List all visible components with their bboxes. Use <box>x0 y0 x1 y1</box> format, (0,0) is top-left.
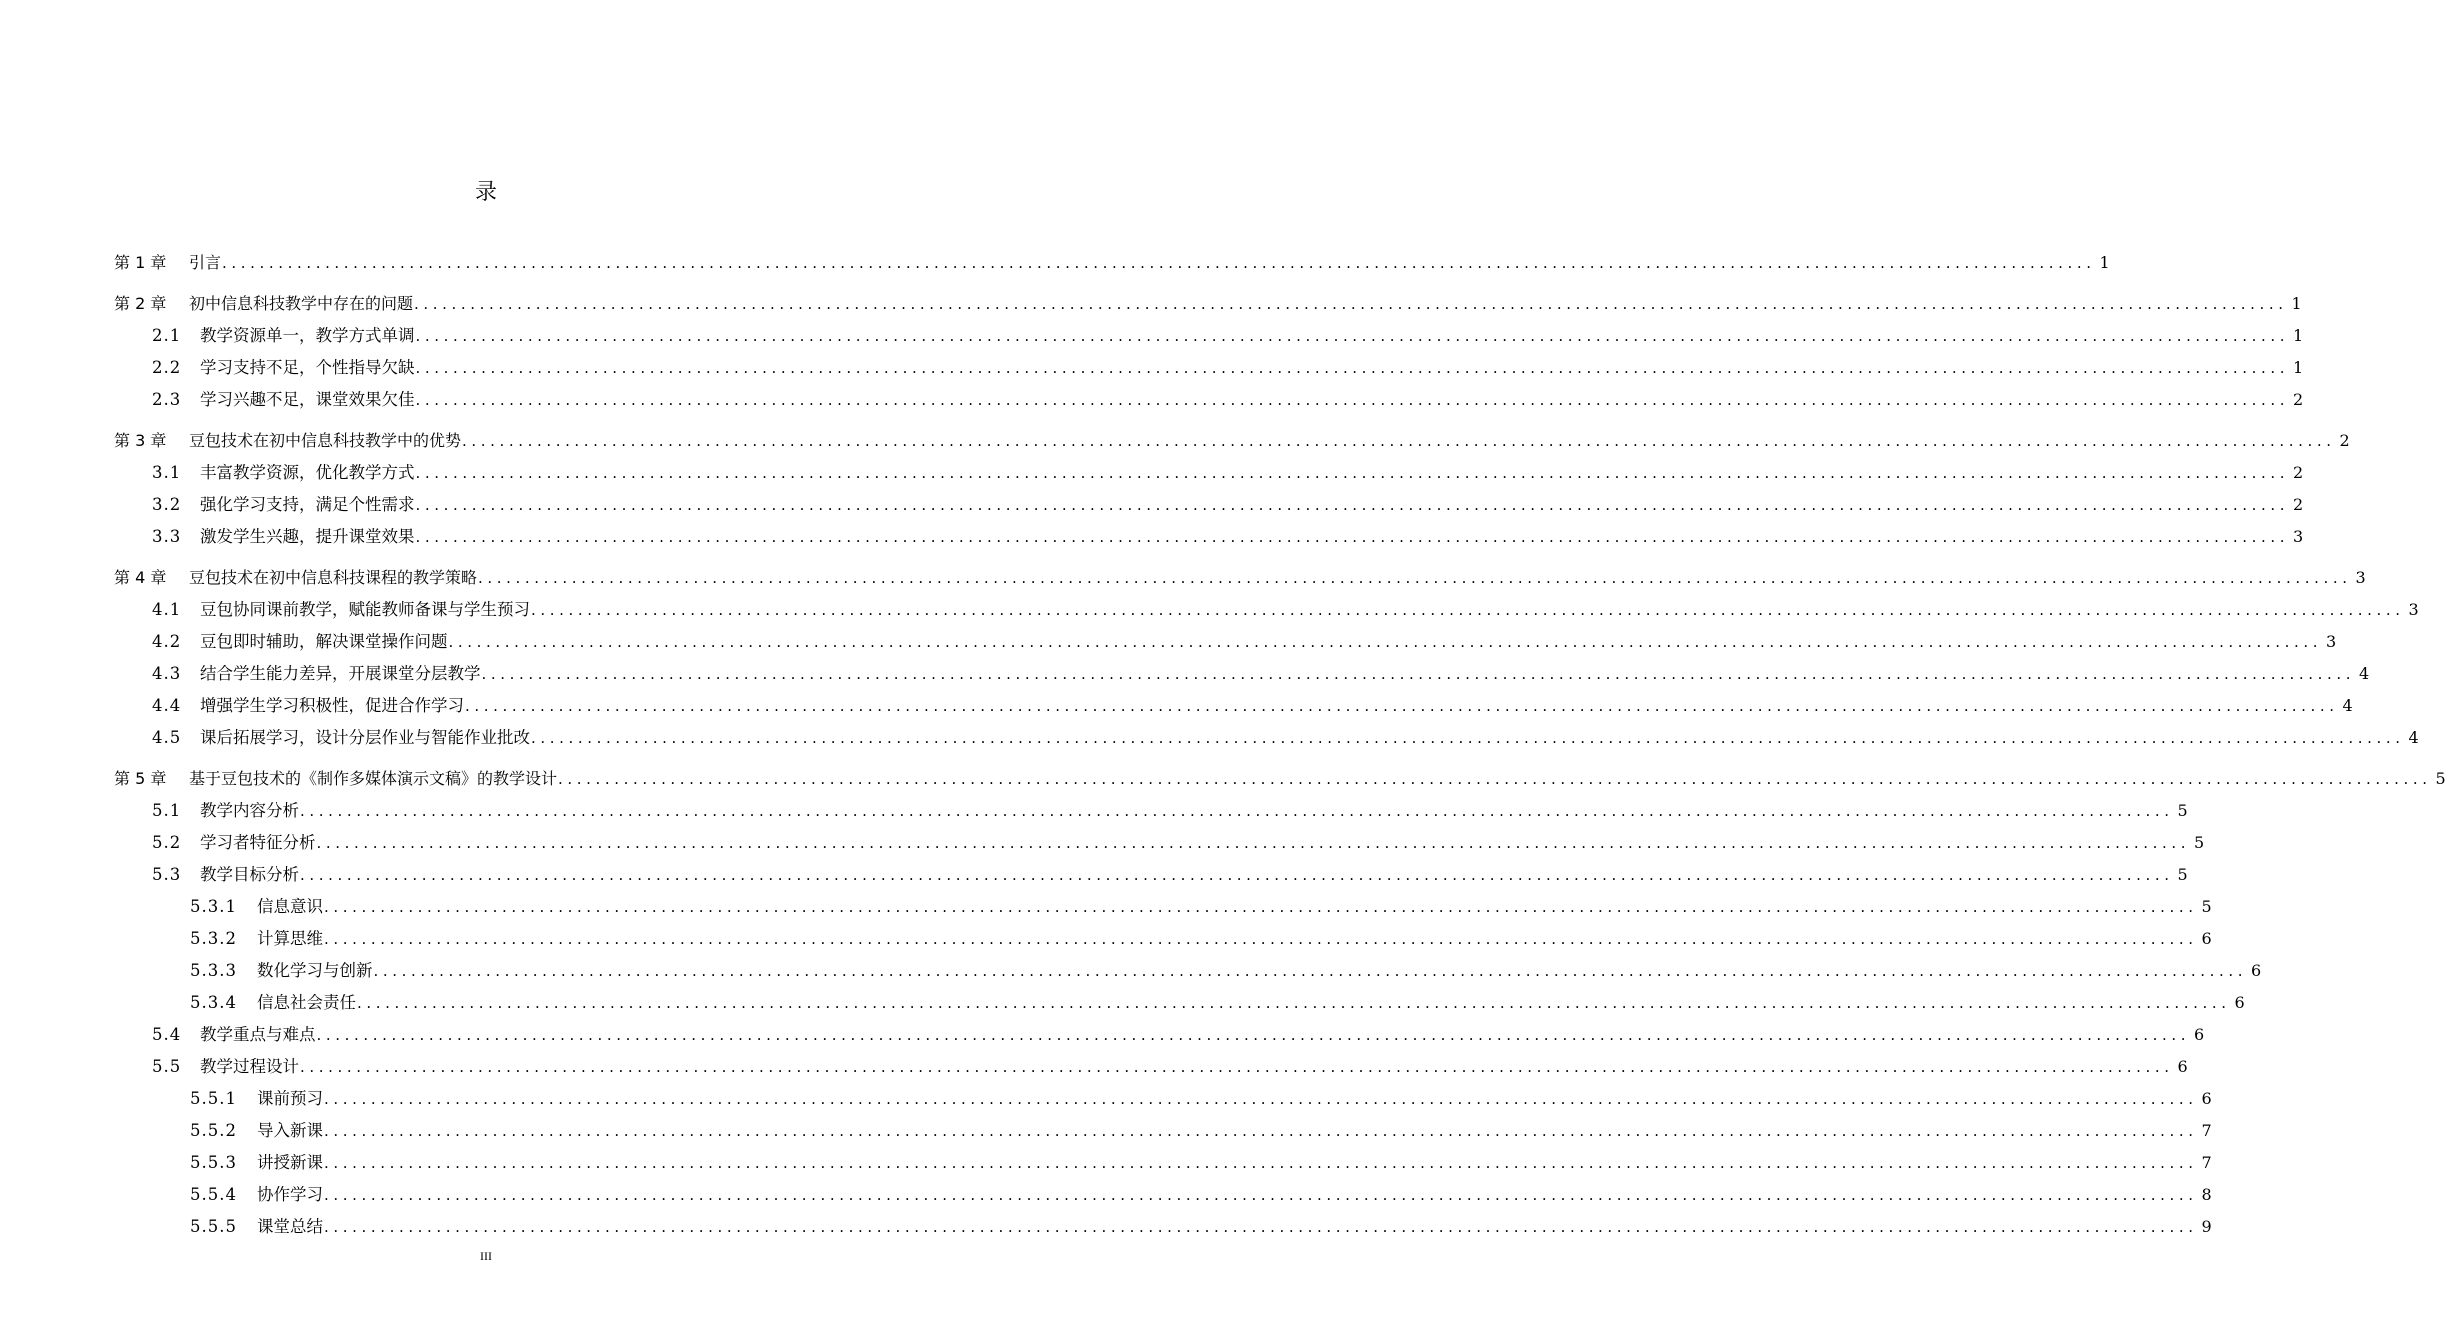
toc-entry-title: 信息意识 <box>257 897 323 916</box>
toc-entry[interactable] <box>0 520 2304 548</box>
toc-entry-page-number: 4 <box>2358 664 2370 683</box>
toc-entry[interactable] <box>0 954 2262 982</box>
toc-entry-page-number: 5 <box>2193 833 2205 852</box>
toc-entry-page-number: 1 <box>2292 358 2304 377</box>
toc-entry-title: 教学资源单一，教学方式单调 <box>200 326 415 345</box>
toc-entry[interactable] <box>0 287 2302 315</box>
toc-entry-page-number: 9 <box>2201 1217 2212 1236</box>
page-number-footer: III <box>480 1249 492 1263</box>
toc-entry-number: 5.3.1 <box>190 897 237 916</box>
toc-entry-title: 教学内容分析 <box>200 801 299 820</box>
toc-entry[interactable] <box>0 456 2304 484</box>
toc-entry[interactable] <box>0 1146 2212 1174</box>
toc-entry[interactable] <box>0 1178 2212 1206</box>
toc-entry-title: 丰富教学资源，优化教学方式 <box>200 463 415 482</box>
toc-entry-number: 2.3 <box>152 390 182 409</box>
toc-entry-number: 2.1 <box>152 326 182 345</box>
toc-entry-title: 课前预习 <box>257 1089 323 1108</box>
toc-dot-leader: ........................................................................................................................................................................................................ <box>415 391 2290 409</box>
toc-entry-number: 5.4 <box>152 1025 182 1044</box>
toc-entry-title: 信息社会责任 <box>257 993 356 1012</box>
toc-dot-leader: ........................................................................................................................................................................................................ <box>324 1090 2198 1108</box>
toc-entry[interactable] <box>0 826 2205 854</box>
toc-entry-page-number: 5 <box>2177 865 2188 884</box>
toc-entry-title: 教学重点与难点 <box>200 1025 316 1044</box>
toc-entry[interactable] <box>0 922 2212 950</box>
toc-entry-title: 豆包即时辅助，解决课堂操作问题 <box>200 632 448 651</box>
toc-entry-title: 导入新课 <box>257 1121 323 1140</box>
toc-dot-leader: ........................................................................................................................................................................................................ <box>324 1186 2198 1204</box>
toc-entry-number: 3.3 <box>152 527 182 546</box>
toc-entry-page-number: 4 <box>2342 696 2353 715</box>
toc-entry[interactable] <box>0 1210 2212 1238</box>
toc-entry-title: 教学过程设计 <box>200 1057 299 1076</box>
toc-entry-number: 5.3.4 <box>190 993 237 1012</box>
toc-entry-page-number: 2 <box>2292 495 2304 514</box>
toc-entry-number: 5.5.3 <box>190 1153 237 1172</box>
toc-entry[interactable] <box>0 625 2337 653</box>
toc-entry-page-number: 6 <box>2201 929 2212 948</box>
toc-entry-page-number: 6 <box>2193 1025 2205 1044</box>
toc-entry-page-number: 1 <box>2292 326 2304 345</box>
toc-entry-title: 豆包技术在初中信息科技课程的教学策略 <box>189 568 478 587</box>
toc-entry[interactable] <box>0 858 2188 886</box>
toc-dot-leader: ........................................................................................................................................................................................................ <box>316 834 2191 852</box>
toc-entry-number: 第 2 章 <box>114 294 167 313</box>
toc-entry-page-number: 3 <box>2408 600 2419 619</box>
toc-entry-title: 教学目标分析 <box>200 865 299 884</box>
toc-entry-page-number: 6 <box>2177 1057 2188 1076</box>
toc-entry-page-number: 8 <box>2201 1185 2212 1204</box>
toc-entry[interactable] <box>0 689 2353 717</box>
toc-entry-page-number: 3 <box>2292 527 2304 546</box>
toc-dot-leader: ........................................................................................................................................................................................................ <box>222 254 2096 272</box>
toc-dot-leader: ........................................................................................................................................................................................................ <box>324 1218 2198 1236</box>
toc-entry-number: 5.5.5 <box>190 1217 237 1236</box>
toc-entry-number: 4.2 <box>152 632 182 651</box>
toc-entry-page-number: 2 <box>2339 431 2350 450</box>
toc-entry-page-number: 2 <box>2292 390 2304 409</box>
page-title: 录 <box>474 180 497 205</box>
toc-entry-number: 2.2 <box>152 358 182 377</box>
toc-dot-leader: ........................................................................................................................................................................................................ <box>357 994 2231 1012</box>
toc-entry-title: 计算思维 <box>257 929 323 948</box>
toc-entry-title: 强化学习支持，满足个性需求 <box>200 495 415 514</box>
toc-entry-page-number: 1 <box>2099 253 2110 272</box>
toc-dot-leader: ........................................................................................................................................................................................................ <box>324 1122 2198 1140</box>
toc-entry[interactable] <box>0 351 2304 379</box>
toc-entry[interactable] <box>0 1018 2205 1046</box>
toc-entry[interactable] <box>0 721 2419 749</box>
toc-entry-number: 3.2 <box>152 495 182 514</box>
toc-entry-title: 基于豆包技术的《制作多媒体演示文稿》的教学设计 <box>189 769 558 788</box>
toc-entry-page-number: 7 <box>2201 1153 2212 1172</box>
toc-entry-page-number: 2 <box>2292 463 2304 482</box>
toc-dot-leader: ........................................................................................................................................................................................................ <box>531 601 2405 619</box>
toc-entry[interactable] <box>0 488 2304 516</box>
toc-entry[interactable] <box>0 561 2366 589</box>
toc-entry[interactable] <box>0 383 2304 411</box>
toc-entry-title: 豆包技术在初中信息科技教学中的优势 <box>189 431 462 450</box>
toc-entry-title: 豆包协同课前教学，赋能教师备课与学生预习 <box>200 600 530 619</box>
toc-dot-leader: ........................................................................................................................................................................................................ <box>324 930 2198 948</box>
toc-entry-page-number: 5 <box>2177 801 2188 820</box>
toc-entry-number: 4.1 <box>152 600 182 619</box>
toc-entry-page-number: 7 <box>2201 1121 2212 1140</box>
toc-entry-number: 第 4 章 <box>114 568 167 587</box>
toc-dot-leader: ........................................................................................................................................................................................................ <box>373 962 2248 980</box>
toc-entry[interactable] <box>0 246 2110 274</box>
toc-dot-leader: ........................................................................................................................................................................................................ <box>415 464 2290 482</box>
toc-entry-title: 课堂总结 <box>257 1217 323 1236</box>
toc-dot-leader: ........................................................................................................................................................................................................ <box>481 665 2356 683</box>
toc-entry-number: 第 5 章 <box>114 769 167 788</box>
toc-entry[interactable] <box>0 657 2370 685</box>
toc-dot-leader: ........................................................................................................................................................................................................ <box>478 569 2352 587</box>
toc-dot-leader: ........................................................................................................................................................................................................ <box>316 1026 2191 1044</box>
toc-dot-leader: ........................................................................................................................................................................................................ <box>448 633 2323 651</box>
toc-entry-title: 引言 <box>189 253 222 272</box>
toc-dot-leader: ........................................................................................................................................................................................................ <box>324 1154 2198 1172</box>
toc-entry-number: 5.1 <box>152 801 182 820</box>
toc-dot-leader: ........................................................................................................................................................................................................ <box>324 898 2198 916</box>
toc-dot-leader: ........................................................................................................................................................................................................ <box>300 1058 2174 1076</box>
toc-entry-number: 5.5.2 <box>190 1121 237 1140</box>
toc-entry-page-number: 3 <box>2355 568 2366 587</box>
toc-entry-number: 5.5.1 <box>190 1089 237 1108</box>
toc-entry-page-number: 6 <box>2234 993 2245 1012</box>
toc-entry-title: 讲授新课 <box>257 1153 323 1172</box>
toc-entry-title: 结合学生能力差异，开展课堂分层教学 <box>200 664 481 683</box>
toc-dot-leader: ........................................................................................................................................................................................................ <box>465 697 2339 715</box>
toc-entry-page-number: 5 <box>2435 769 2446 788</box>
toc-entry-number: 5.5 <box>152 1057 182 1076</box>
toc-entry-title: 初中信息科技教学中存在的问题 <box>189 294 414 313</box>
toc-entry-number: 4.3 <box>152 664 182 683</box>
toc-entry-page-number: 5 <box>2201 897 2212 916</box>
toc-dot-leader: ........................................................................................................................................................................................................ <box>415 528 2290 546</box>
toc-entry[interactable] <box>0 593 2419 621</box>
toc-entry-number: 第 3 章 <box>114 431 167 450</box>
toc-dot-leader: ........................................................................................................................................................................................................ <box>300 866 2174 884</box>
toc-entry-number: 4.5 <box>152 728 182 747</box>
toc-dot-leader: ........................................................................................................................................................................................................ <box>414 295 2288 313</box>
toc-entry[interactable] <box>0 424 2350 452</box>
toc-entry-number: 第 1 章 <box>114 253 167 272</box>
toc-entry-title: 学习者特征分析 <box>200 833 316 852</box>
toc-entry-page-number: 3 <box>2325 632 2337 651</box>
toc-entry-title: 激发学生兴趣，提升课堂效果 <box>200 527 415 546</box>
toc-entry-page-number: 6 <box>2250 961 2262 980</box>
toc-entry-title: 学习兴趣不足，课堂效果欠佳 <box>200 390 415 409</box>
toc-dot-leader: ........................................................................................................................................................................................................ <box>531 729 2405 747</box>
toc-entry-page-number: 6 <box>2201 1089 2212 1108</box>
toc-entry[interactable] <box>0 890 2212 918</box>
toc-dot-leader: ........................................................................................................................................................................................................ <box>300 802 2174 820</box>
toc-entry-number: 5.3 <box>152 865 182 884</box>
toc-dot-leader: ........................................................................................................................................................................................................ <box>558 770 2432 788</box>
toc-entry-page-number: 4 <box>2408 728 2419 747</box>
toc-entry-number: 5.3.2 <box>190 929 237 948</box>
toc-entry-title: 课后拓展学习，设计分层作业与智能作业批改 <box>200 728 530 747</box>
toc-entry-number: 4.4 <box>152 696 182 715</box>
toc-entry-title: 增强学生学习积极性，促进合作学习 <box>200 696 464 715</box>
toc-entry[interactable] <box>0 1114 2212 1142</box>
toc-entry-title: 学习支持不足，个性指导欠缺 <box>200 358 415 377</box>
toc-entry-page-number: 1 <box>2291 294 2302 313</box>
toc-entry-number: 5.2 <box>152 833 182 852</box>
toc-dot-leader: ........................................................................................................................................................................................................ <box>415 496 2290 514</box>
toc-entry-number: 3.1 <box>152 463 182 482</box>
toc-entry[interactable] <box>0 1082 2212 1110</box>
toc-entry[interactable] <box>0 1050 2188 1078</box>
toc-entry[interactable] <box>0 319 2304 347</box>
toc-entry[interactable] <box>0 762 2446 790</box>
toc-dot-leader: ........................................................................................................................................................................................................ <box>462 432 2336 450</box>
toc-entry-title: 数化学习与创新 <box>257 961 373 980</box>
toc-entry-title: 协作学习 <box>257 1185 323 1204</box>
toc-entry-number: 5.3.3 <box>190 961 237 980</box>
toc-entry[interactable] <box>0 794 2188 822</box>
toc-dot-leader: ........................................................................................................................................................................................................ <box>415 327 2290 345</box>
toc-entry-number: 5.5.4 <box>190 1185 237 1204</box>
toc-entry[interactable] <box>0 986 2245 1014</box>
toc-dot-leader: ........................................................................................................................................................................................................ <box>415 359 2290 377</box>
